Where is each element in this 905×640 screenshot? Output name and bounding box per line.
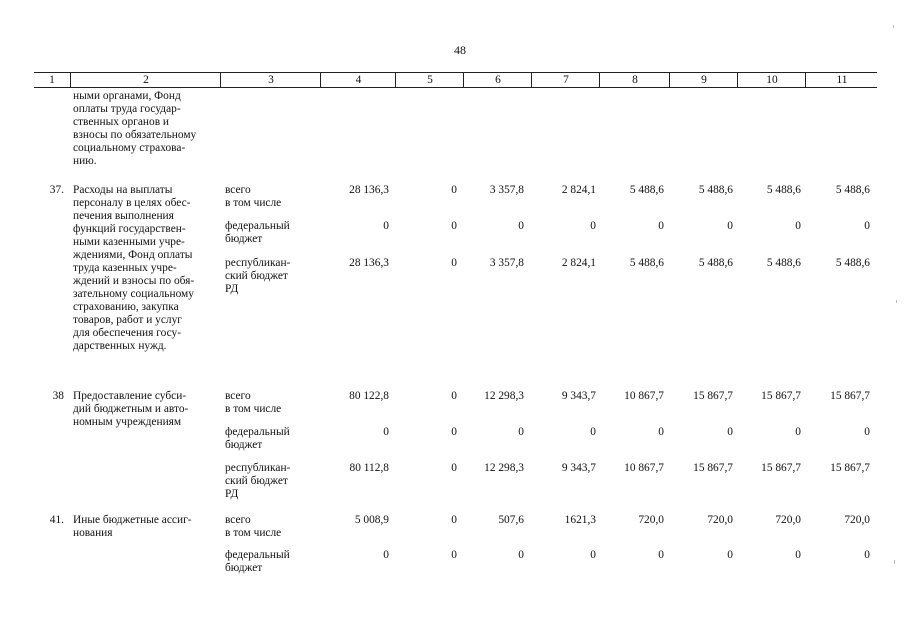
- budget-category-line: федеральный: [225, 220, 290, 232]
- budget-category-line: федеральный: [225, 549, 290, 561]
- header-cell: 9: [669, 73, 738, 87]
- value-cell: 1621,3: [564, 514, 596, 526]
- continuation-line: взносы по обязательному: [73, 129, 197, 141]
- value-cell: 720,0: [707, 514, 733, 526]
- value-cell: 0: [658, 426, 664, 438]
- row-description-line: Расходы на выплаты: [73, 184, 173, 196]
- value-cell: 0: [864, 220, 870, 232]
- row-number: 37.: [49, 184, 64, 196]
- budget-category-line: РД: [225, 283, 239, 295]
- continuation-line: социальному страхова-: [73, 142, 186, 154]
- value-cell: 5 008,9: [354, 514, 389, 526]
- header-cell: 10: [737, 73, 806, 87]
- value-cell: 0: [795, 426, 801, 438]
- page-number: 48: [454, 43, 466, 57]
- value-cell: 5 488,6: [629, 257, 664, 269]
- value-cell: 0: [727, 549, 733, 561]
- header-cell: 5: [395, 73, 464, 87]
- value-cell: 15 867,7: [693, 390, 733, 402]
- value-cell: 10 867,7: [624, 390, 664, 402]
- header-cell: 4: [320, 73, 396, 87]
- value-cell: 0: [451, 549, 457, 561]
- value-cell: 0: [590, 549, 596, 561]
- value-cell: 15 867,7: [830, 390, 870, 402]
- header-cell: 11: [805, 73, 878, 87]
- value-cell: 15 867,7: [830, 462, 870, 474]
- table-header: [34, 72, 877, 88]
- value-cell: 2 824,1: [561, 257, 596, 269]
- budget-category-line: всего: [225, 514, 251, 526]
- row-description-line: ждений и взносы по обя-: [73, 275, 195, 287]
- header-cell: 7: [531, 73, 600, 87]
- budget-category-line: РД: [225, 488, 239, 500]
- value-cell: 5 488,6: [698, 257, 733, 269]
- row-description-line: печения выполнения: [73, 210, 174, 222]
- value-cell: 2 824,1: [561, 184, 596, 196]
- scan-speck: [896, 300, 897, 303]
- budget-category-line: республикан-: [225, 257, 291, 269]
- budget-category-line: бюджет: [225, 233, 263, 245]
- row-description-line: Предоставление субси-: [73, 390, 187, 402]
- value-cell: 0: [590, 426, 596, 438]
- continuation-line: нию.: [73, 155, 97, 167]
- budget-category-line: ский бюджет: [225, 475, 288, 487]
- row-description-line: персоналу в целях обес-: [73, 197, 191, 209]
- budget-category-line: бюджет: [225, 562, 263, 574]
- value-cell: 3 357,8: [489, 257, 524, 269]
- value-cell: 0: [518, 426, 524, 438]
- value-cell: 0: [795, 220, 801, 232]
- value-cell: 0: [518, 220, 524, 232]
- continuation-line: ственных органов и: [73, 116, 170, 128]
- value-cell: 5 488,6: [629, 184, 664, 196]
- value-cell: 0: [451, 426, 457, 438]
- row-description-line: товаров, работ и услуг: [73, 314, 182, 326]
- value-cell: 5 488,6: [766, 257, 801, 269]
- continuation-line: оплаты труда государ-: [73, 103, 181, 115]
- value-cell: 720,0: [844, 514, 870, 526]
- value-cell: 0: [451, 257, 457, 269]
- row-number: 38: [52, 390, 64, 402]
- value-cell: 720,0: [775, 514, 801, 526]
- value-cell: 9 343,7: [561, 462, 596, 474]
- header-cell: 3: [220, 73, 321, 87]
- value-cell: 0: [795, 549, 801, 561]
- value-cell: 0: [383, 220, 389, 232]
- value-cell: 5 488,6: [766, 184, 801, 196]
- value-cell: 0: [864, 549, 870, 561]
- budget-category-line: бюджет: [225, 439, 263, 451]
- header-cell: 2: [70, 73, 221, 87]
- row-description-line: нования: [73, 527, 113, 539]
- budget-category-line: ский бюджет: [225, 270, 288, 282]
- value-cell: 507,6: [498, 514, 524, 526]
- value-cell: 0: [727, 426, 733, 438]
- row-description-line: страхованию, закупка: [73, 301, 179, 313]
- header-cell: 1: [49, 74, 55, 86]
- row-description-line: ными казенными учре-: [73, 236, 185, 248]
- value-cell: 0: [451, 462, 457, 474]
- budget-category-line: в том числе: [225, 197, 282, 209]
- value-cell: 9 343,7: [561, 390, 596, 402]
- budget-category-line: всего: [225, 390, 251, 402]
- value-cell: 3 357,8: [489, 184, 524, 196]
- value-cell: 12 298,3: [484, 390, 524, 402]
- row-description-line: Иные бюджетные ассиг-: [73, 514, 192, 526]
- value-cell: 0: [590, 220, 596, 232]
- value-cell: 10 867,7: [624, 462, 664, 474]
- row-number: 41.: [49, 514, 64, 526]
- value-cell: 0: [383, 549, 389, 561]
- scan-speck: [894, 560, 895, 564]
- value-cell: 0: [658, 549, 664, 561]
- value-cell: 15 867,7: [761, 390, 801, 402]
- value-cell: 28 136,3: [349, 257, 389, 269]
- value-cell: 80 122,8: [349, 390, 389, 402]
- row-description-line: труда казенных учре-: [73, 262, 177, 274]
- row-description-line: ждениями, Фонд оплаты: [73, 249, 193, 261]
- header-cell: 8: [599, 73, 670, 87]
- header-cell: 6: [463, 73, 532, 87]
- budget-category-line: федеральный: [225, 426, 290, 438]
- value-cell: 28 136,3: [349, 184, 389, 196]
- value-cell: 0: [451, 390, 457, 402]
- row-description-line: дий бюджетным и авто-: [73, 403, 189, 415]
- row-description-line: номным учреждениям: [73, 416, 182, 428]
- row-description-line: для обеспечения госу-: [73, 327, 181, 339]
- value-cell: 0: [451, 220, 457, 232]
- value-cell: 0: [658, 220, 664, 232]
- budget-category-line: республикан-: [225, 462, 291, 474]
- continuation-line: ными органами, Фонд: [73, 90, 181, 102]
- value-cell: 0: [727, 220, 733, 232]
- scan-speck: [893, 25, 894, 28]
- value-cell: 0: [451, 184, 457, 196]
- row-description-line: функций государствен-: [73, 223, 186, 235]
- value-cell: 720,0: [638, 514, 664, 526]
- value-cell: 5 488,6: [835, 184, 870, 196]
- value-cell: 15 867,7: [693, 462, 733, 474]
- value-cell: 0: [864, 426, 870, 438]
- budget-category-line: в том числе: [225, 403, 282, 415]
- value-cell: 80 112,8: [349, 462, 389, 474]
- value-cell: 0: [518, 549, 524, 561]
- row-description-line: зательному социальному: [73, 288, 194, 300]
- value-cell: 5 488,6: [835, 257, 870, 269]
- value-cell: 12 298,3: [484, 462, 524, 474]
- budget-category-line: в том числе: [225, 527, 282, 539]
- value-cell: 0: [451, 514, 457, 526]
- value-cell: 15 867,7: [761, 462, 801, 474]
- row-description-line: дарственных нужд.: [73, 340, 167, 352]
- value-cell: 0: [383, 426, 389, 438]
- budget-category-line: всего: [225, 184, 251, 196]
- value-cell: 5 488,6: [698, 184, 733, 196]
